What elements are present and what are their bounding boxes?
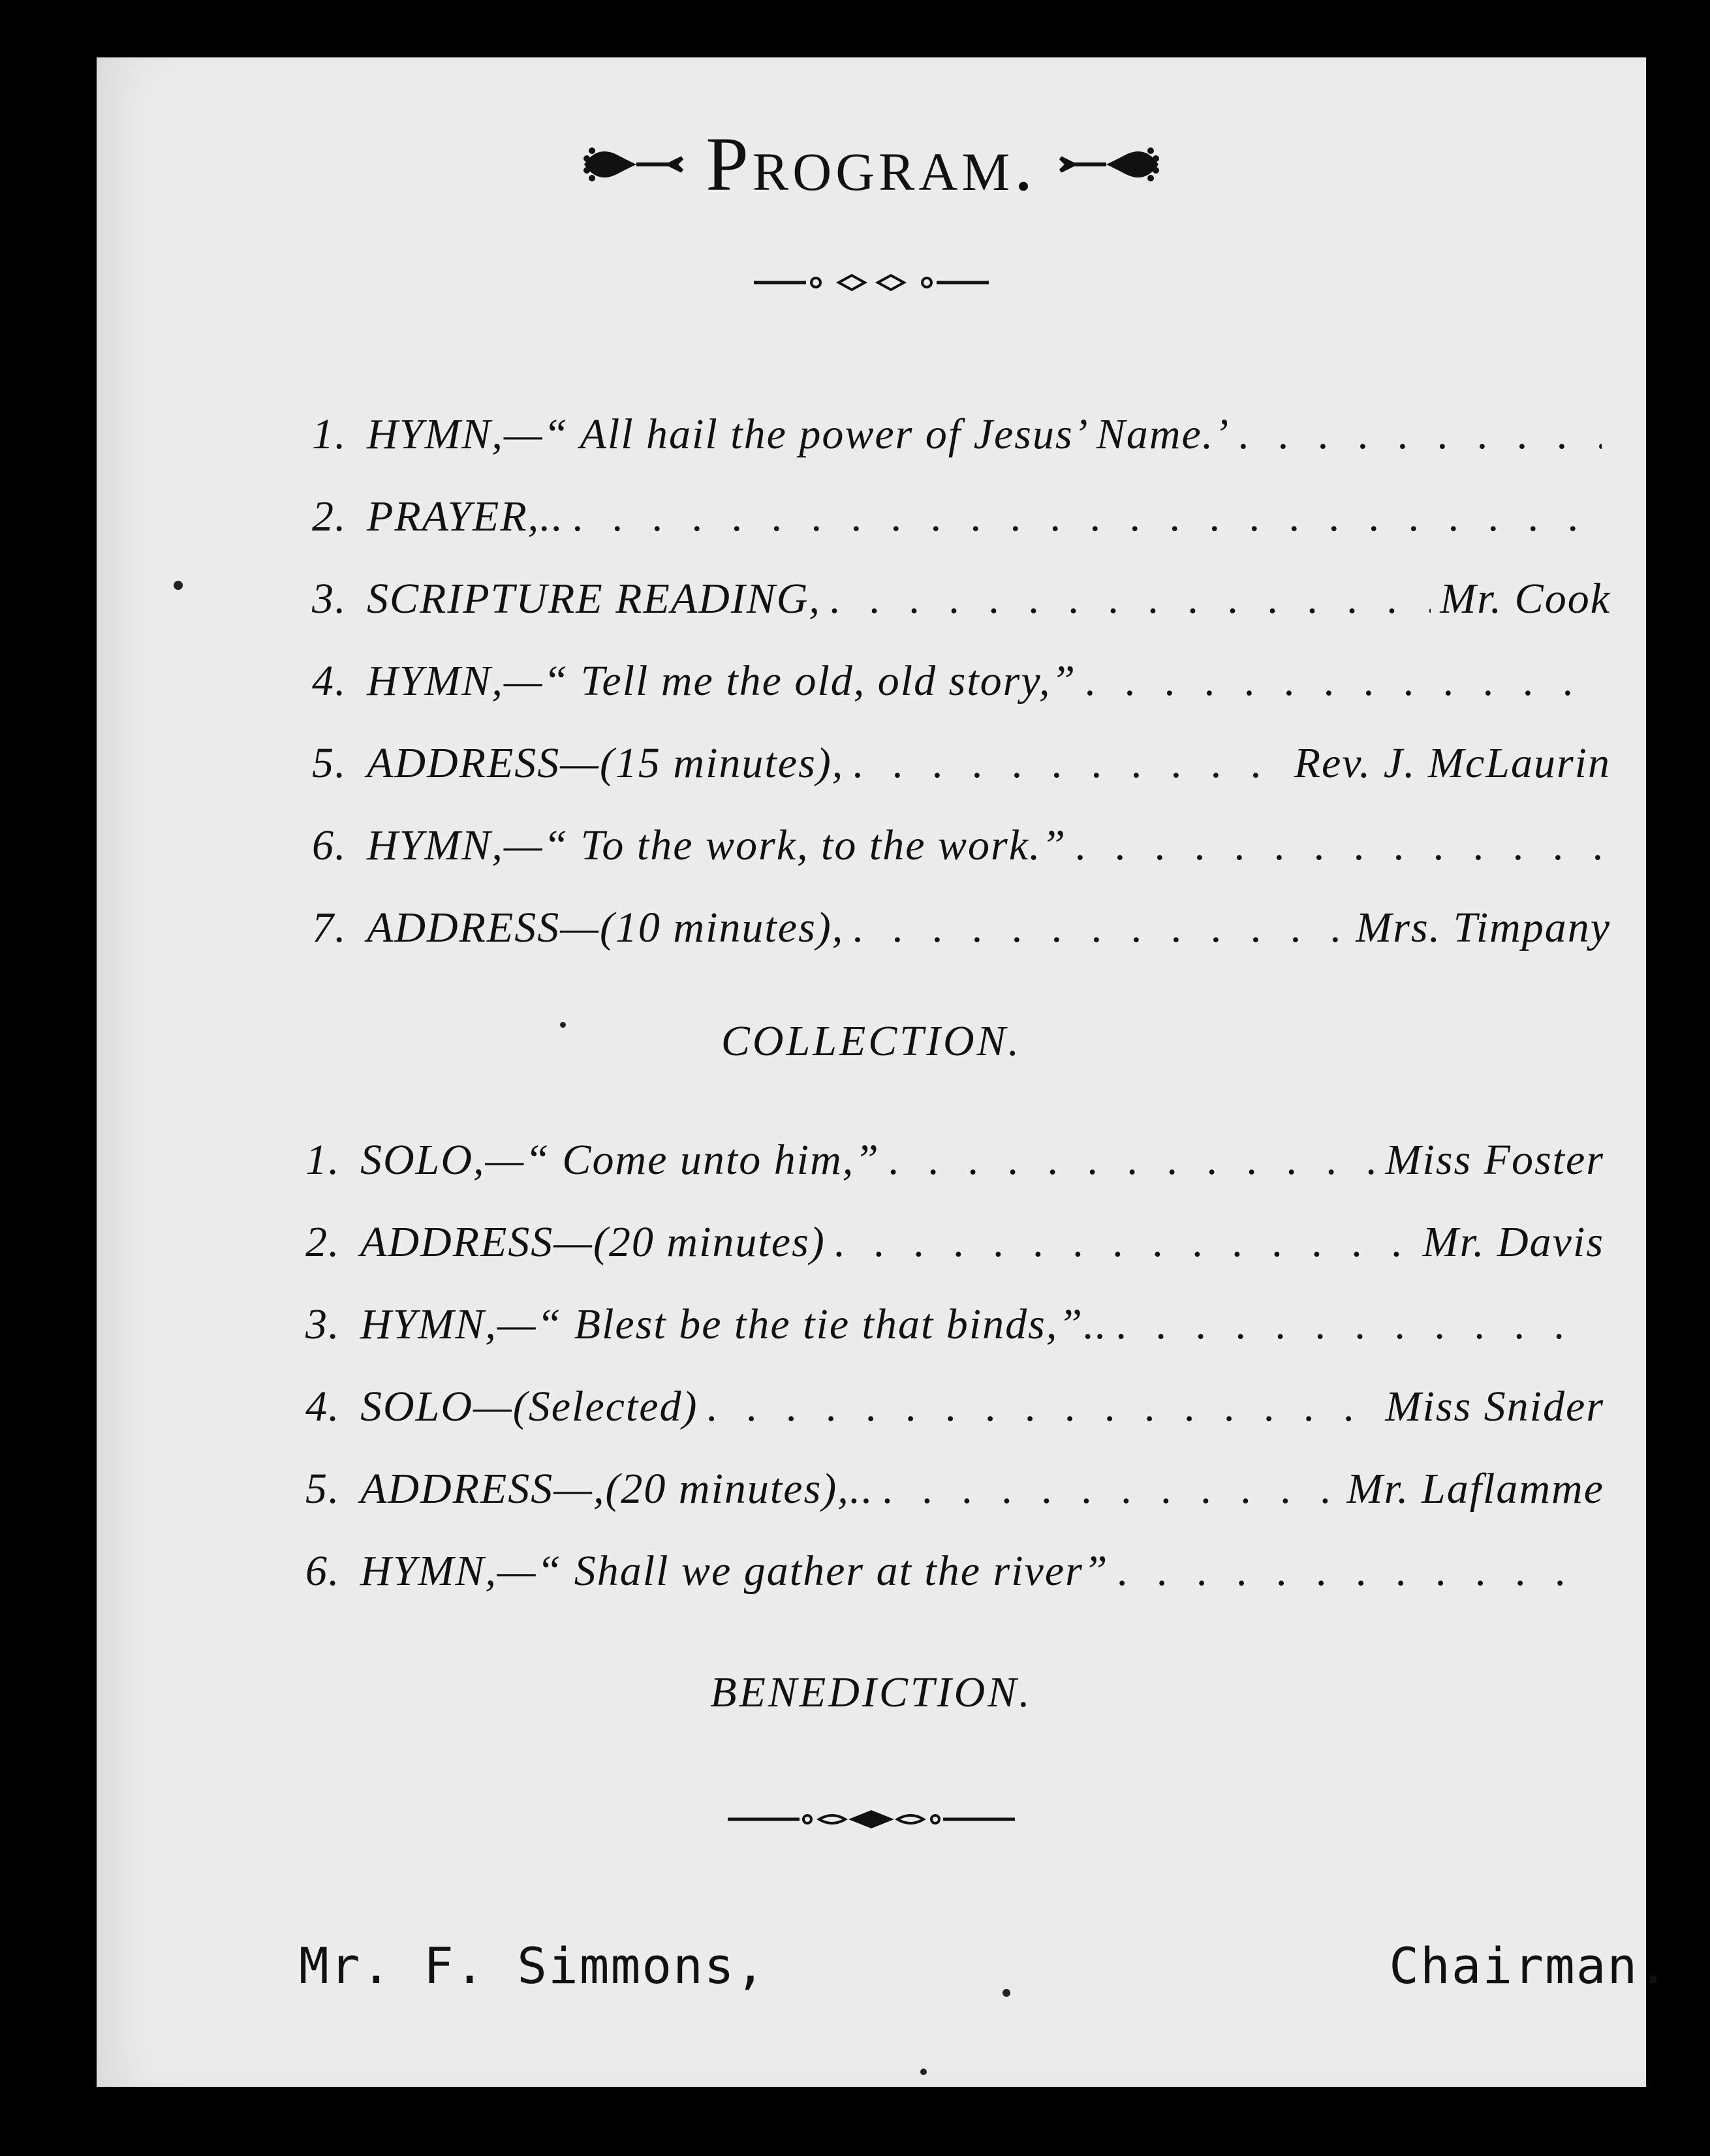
item-speaker: Rev. J. McLaurin (1294, 739, 1611, 787)
item-number: 5. (312, 739, 347, 787)
dot-leader (1076, 821, 1602, 870)
program-item (312, 821, 1611, 870)
item-text: HYMN,—“ To the work, to the work.” (367, 822, 1067, 869)
item-text: SOLO,—“ Come unto him,” (360, 1136, 880, 1184)
program-item (305, 1464, 1604, 1514)
item-text: PRAYER,.. (367, 493, 565, 540)
fleuron-right-icon (1054, 142, 1165, 187)
program-item (305, 1382, 1604, 1432)
program-item (305, 1218, 1604, 1267)
ink-speck (1003, 1989, 1010, 1997)
program-card (97, 57, 1670, 2087)
item-number: 4. (305, 1383, 341, 1430)
chairman-name: Mr. F. Simmons, (299, 1937, 767, 1995)
dot-leader (830, 574, 1431, 624)
item-speaker: Mrs. Timpany (1356, 904, 1611, 951)
item-text: SOLO—(Selected) (360, 1383, 698, 1430)
item-number: 1. (305, 1136, 341, 1184)
dot-leader (1085, 656, 1602, 706)
dot-leader (1239, 410, 1602, 459)
ornament-rule-icon (728, 1806, 1015, 1832)
item-number: 3. (305, 1301, 341, 1348)
program-item (312, 410, 1611, 459)
program-item (305, 1300, 1604, 1349)
item-number: 6. (312, 822, 347, 869)
dot-leader (1117, 1300, 1595, 1349)
title-row (97, 120, 1646, 209)
item-number: 4. (312, 657, 347, 705)
program-item (312, 903, 1611, 953)
item-number: 2. (305, 1218, 341, 1266)
ink-speck (920, 2069, 927, 2075)
ornamental-divider-top (97, 273, 1646, 292)
item-speaker: Miss Snider (1385, 1383, 1604, 1430)
program-item (312, 656, 1611, 706)
item-speaker: Mr. Cook (1440, 575, 1611, 623)
program-item (305, 1547, 1604, 1596)
fleuron-left-icon (578, 142, 689, 187)
dot-leader (853, 903, 1346, 953)
dot-leader (573, 492, 1602, 542)
chairman-role: Chairman. (1389, 1937, 1670, 1995)
item-text: HYMN,—“ Blest be the tie that binds,”.. (360, 1301, 1108, 1348)
item-text: HYMN,—“ All hail the power of Jesus’ Name.’ (367, 410, 1230, 458)
item-number: 6. (305, 1547, 341, 1595)
dot-leader (883, 1464, 1338, 1514)
item-number: 3. (312, 575, 347, 623)
dot-leader (707, 1382, 1376, 1432)
dot-leader (835, 1218, 1414, 1267)
item-number: 5. (305, 1465, 341, 1513)
benediction-heading: BENEDICTION. (710, 1669, 1033, 1716)
item-number: 7. (312, 904, 347, 951)
item-text: HYMN,—“ Tell me the old, old story,” (367, 657, 1077, 705)
item-speaker: Mr. Laflamme (1346, 1465, 1604, 1513)
item-text: ADDRESS—(10 minutes), (367, 904, 845, 951)
dot-leader (853, 739, 1284, 788)
item-text: SCRIPTURE READING, (367, 575, 821, 623)
ornament-rule-icon (754, 273, 989, 292)
dot-leader (889, 1135, 1376, 1185)
item-number: 1. (312, 410, 347, 458)
program-item (312, 739, 1611, 788)
collection-heading: COLLECTION. (721, 1017, 1022, 1065)
program-item (312, 492, 1611, 542)
item-speaker: Miss Foster (1385, 1136, 1604, 1184)
item-text: ADDRESS—(15 minutes), (367, 739, 845, 787)
item-text: ADDRESS—(20 minutes) (360, 1218, 826, 1266)
item-text: ADDRESS—,(20 minutes),.. (360, 1465, 874, 1513)
item-text: HYMN,—“ Shall we gather at the river” (360, 1547, 1109, 1595)
item-speaker: Mr. Davis (1422, 1218, 1604, 1266)
page-title: Program. (706, 121, 1037, 207)
ink-speck (174, 581, 183, 590)
ornamental-divider-bottom (97, 1806, 1646, 1832)
program-item (312, 574, 1611, 624)
program-item (305, 1135, 1604, 1185)
dot-leader (1118, 1547, 1595, 1596)
item-number: 2. (312, 493, 347, 540)
